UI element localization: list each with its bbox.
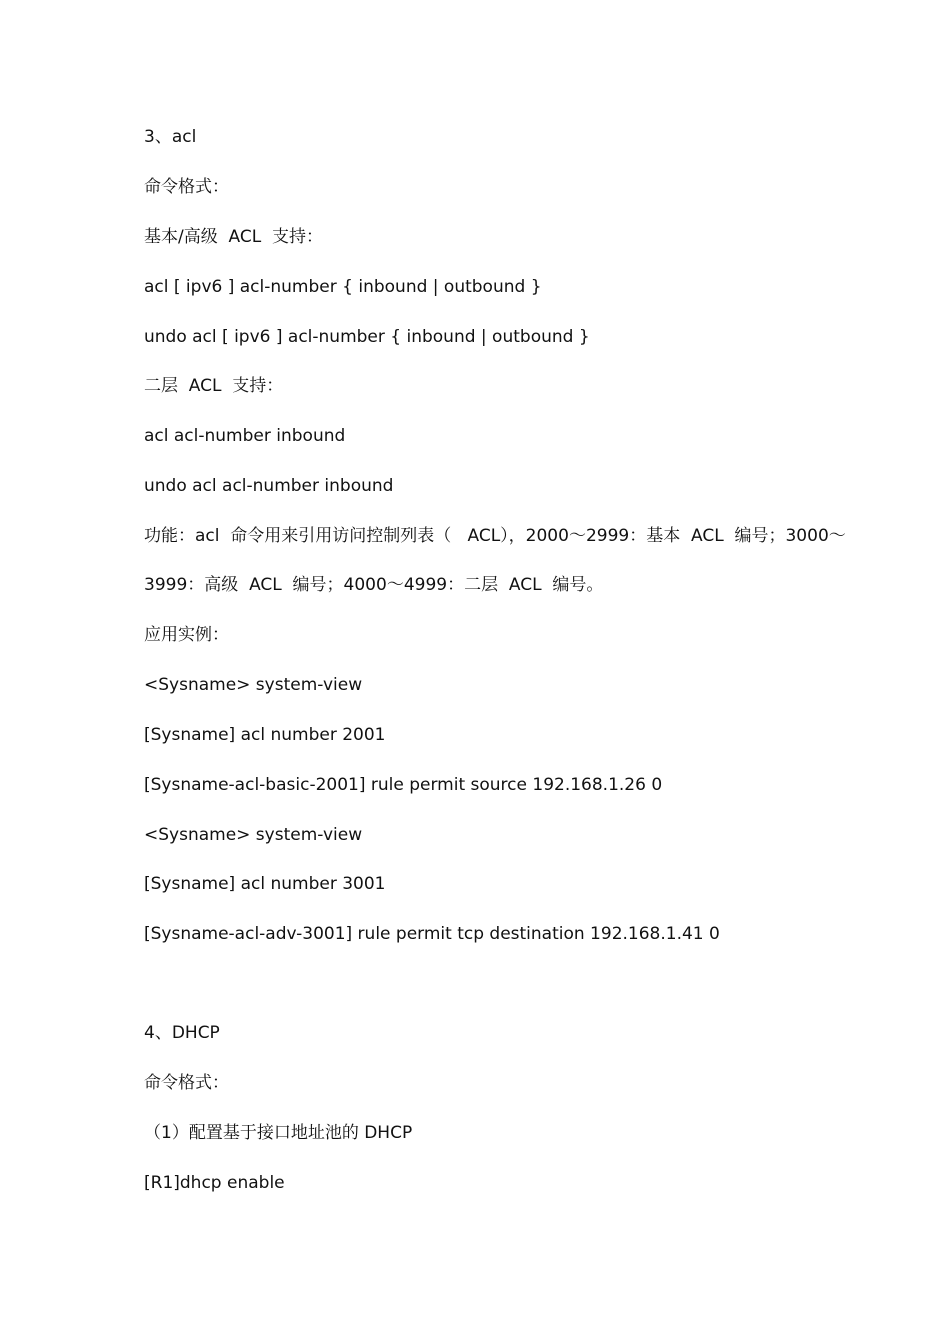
example-line: [Sysname-acl-basic-2001] rule permit source 192.168.1.26 0 xyxy=(144,775,663,795)
dhcp-subsection-title: （1）配置基于接口地址池的 DHCP xyxy=(144,1123,413,1143)
section-4-heading: 4、DHCP xyxy=(144,1023,220,1043)
example-line: [Sysname] acl number 2001 xyxy=(144,725,386,745)
example-line: [Sysname] acl number 3001 xyxy=(144,874,386,894)
l2-acl-command-syntax: acl acl-number inbound xyxy=(144,426,346,446)
example-line: [Sysname-acl-adv-3001] rule permit tcp destination 192.168.1.41 0 xyxy=(144,924,720,944)
l2-undo-acl-command-syntax: undo acl acl-number inbound xyxy=(144,476,394,496)
command-format-label: 命令格式： xyxy=(144,1073,229,1093)
undo-acl-command-syntax: undo acl [ ipv6 ] acl-number { inbound | outbound } xyxy=(144,327,590,347)
example-line: <Sysname> system-view xyxy=(144,675,363,695)
basic-advanced-acl-label: 基本/高级 ACL 支持： xyxy=(144,227,324,247)
example-label: 应用实例： xyxy=(144,625,229,645)
function-description-line1: 功能：acl 命令用来引用访问控制列表（ ACL），2000～2999：基本 ACL 编号；3000～ xyxy=(144,526,846,546)
layer2-acl-label: 二层 ACL 支持： xyxy=(144,376,284,396)
command-format-label: 命令格式： xyxy=(144,177,229,197)
function-description-line2: 3999：高级 ACL 编号；4000～4999：二层 ACL 编号。 xyxy=(144,575,604,595)
section-3-heading: 3、acl xyxy=(144,127,197,147)
example-line: <Sysname> system-view xyxy=(144,825,363,845)
acl-command-syntax: acl [ ipv6 ] acl-number { inbound | outbound } xyxy=(144,277,542,297)
dhcp-enable-command: [R1]dhcp enable xyxy=(144,1173,285,1193)
